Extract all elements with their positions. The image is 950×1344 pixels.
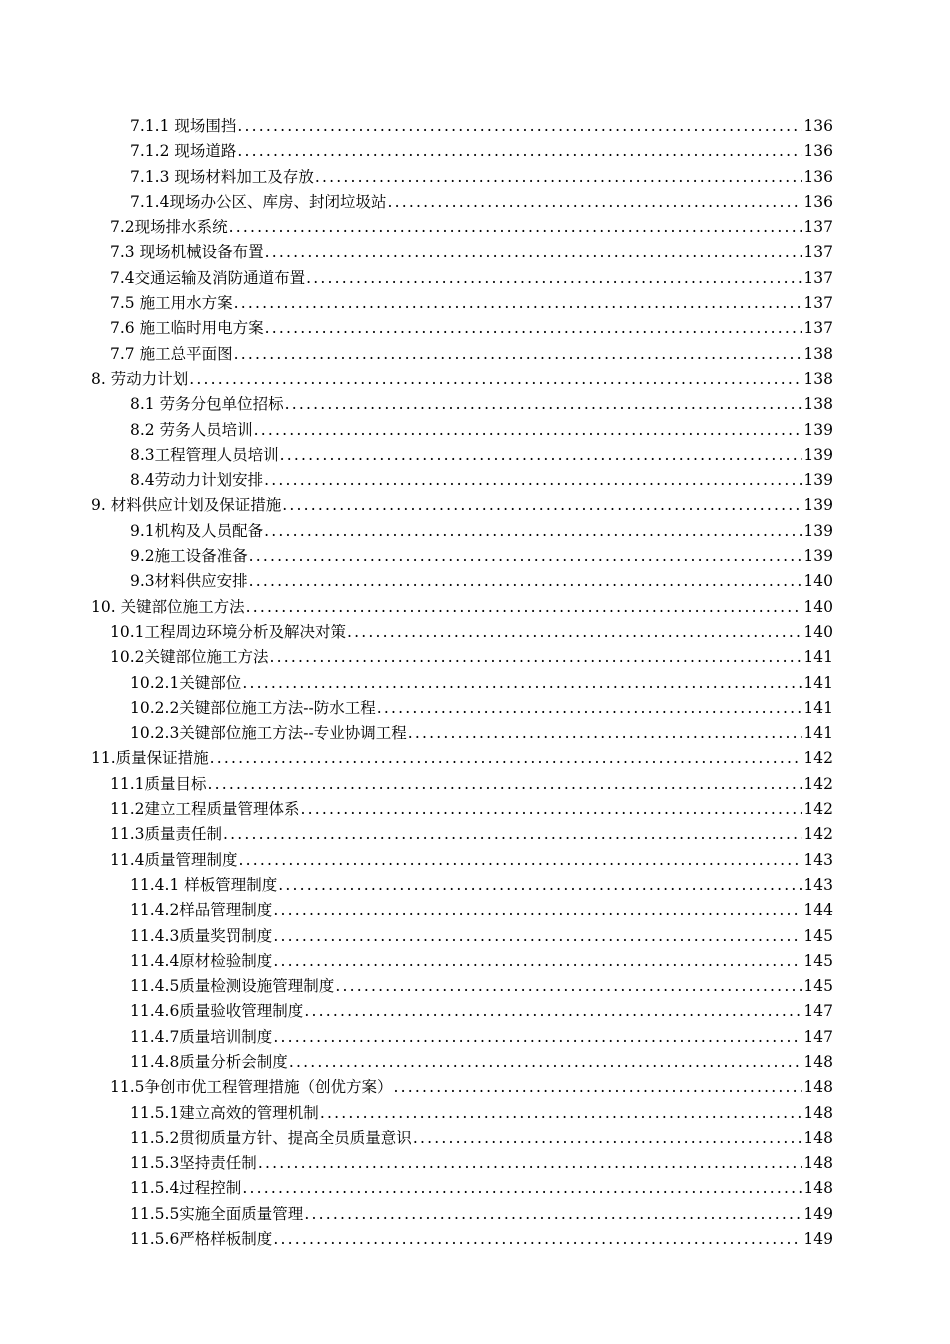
toc-dot-leader: [265, 240, 803, 265]
toc-entry[interactable]: [0, 671, 950, 696]
toc-entry-page-number: 140: [803, 622, 833, 641]
toc-entry-title: 7.1.4现场办公区、库房、封闭垃圾站: [130, 192, 387, 211]
toc-entry-title: 10.2.1关键部位: [130, 673, 242, 692]
toc-entry[interactable]: [0, 1151, 950, 1176]
toc-entry[interactable]: [0, 418, 950, 443]
toc-entry-title: 9. 材料供应计划及保证措施: [91, 496, 282, 515]
toc-entry-title: 11.4质量管理制度: [110, 850, 238, 869]
toc-entry[interactable]: [0, 493, 950, 518]
toc-entry[interactable]: [0, 797, 950, 822]
toc-entry[interactable]: [0, 1075, 950, 1100]
toc-entry-page-number: 139: [803, 547, 833, 566]
toc-dot-leader: [265, 316, 803, 341]
toc-entry-title: 7.1.2 现场道路: [130, 142, 237, 161]
toc-dot-leader: [189, 367, 802, 392]
toc-entry-page-number: 142: [803, 749, 833, 768]
toc-dot-leader: [234, 291, 803, 316]
toc-dot-leader: [408, 721, 803, 746]
toc-dot-leader: [273, 949, 802, 974]
toc-entry-page-number: 148: [803, 1128, 833, 1147]
toc-entry-page-number: 145: [803, 977, 833, 996]
toc-dot-leader: [264, 519, 802, 544]
toc-entry[interactable]: [0, 443, 950, 468]
toc-entry-title: 11.4.1 样板管理制度: [130, 875, 278, 894]
toc-dot-leader: [282, 493, 802, 518]
toc-entry-page-number: 137: [803, 268, 833, 287]
toc-dot-leader: [320, 1101, 803, 1126]
toc-dot-leader: [258, 1151, 803, 1176]
toc-entry[interactable]: [0, 1101, 950, 1126]
toc-dot-leader: [289, 1050, 803, 1075]
toc-entry[interactable]: [0, 822, 950, 847]
toc-entry-page-number: 138: [803, 369, 833, 388]
toc-dot-leader: [280, 443, 803, 468]
toc-dot-leader: [413, 1126, 803, 1151]
toc-entry-title: 7.2现场排水系统: [110, 218, 228, 237]
toc-entry-page-number: 139: [803, 496, 833, 515]
toc-dot-leader: [273, 898, 802, 923]
toc-entry-title: 11.1质量目标: [110, 774, 207, 793]
toc-entry-title: 11.4.5质量检测设施管理制度: [130, 977, 335, 996]
toc-entry[interactable]: [0, 519, 950, 544]
toc-entry-page-number: 143: [803, 875, 833, 894]
toc-entry[interactable]: [0, 645, 950, 670]
toc-entry-title: 11.2建立工程质量管理体系: [110, 800, 300, 819]
toc-entry[interactable]: [0, 620, 950, 645]
toc-entry[interactable]: [0, 595, 950, 620]
toc-entry-page-number: 145: [803, 926, 833, 945]
toc-dot-leader: [239, 848, 803, 873]
toc-entry-title: 11.5.5实施全面质量管理: [130, 1204, 304, 1223]
toc-entry[interactable]: [0, 696, 950, 721]
toc-dot-leader: [304, 999, 802, 1024]
toc-entry-title: 11.4.3质量奖罚制度: [130, 926, 273, 945]
toc-entry-page-number: 147: [803, 1027, 833, 1046]
toc-entry-page-number: 142: [803, 825, 833, 844]
toc-dot-leader: [273, 1227, 802, 1252]
toc-entry-title: 7.6 施工临时用电方案: [110, 319, 264, 338]
toc-entry-title: 11.5争创市优工程管理措施（创优方案）: [110, 1078, 393, 1097]
toc-entry-title: 8.4劳动力计划安排: [130, 471, 264, 490]
toc-dot-leader: [285, 392, 803, 417]
toc-entry-title: 10.1工程周边环境分析及解决对策: [110, 622, 347, 641]
table-of-contents: [0, 114, 950, 1252]
toc-entry-page-number: 139: [803, 445, 833, 464]
toc-entry-page-number: 137: [803, 218, 833, 237]
toc-entry[interactable]: [0, 468, 950, 493]
toc-entry-title: 11.5.4过程控制: [130, 1179, 242, 1198]
toc-entry-page-number: 136: [803, 117, 833, 135]
toc-dot-leader: [301, 797, 803, 822]
toc-entry-title: 10.2关键部位施工方法: [110, 648, 269, 667]
toc-entry[interactable]: [0, 999, 950, 1024]
toc-entry[interactable]: [0, 1227, 950, 1252]
toc-entry-title: 11.质量保证措施: [91, 749, 209, 768]
toc-dot-leader: [387, 190, 802, 215]
toc-entry-page-number: 141: [803, 698, 833, 717]
toc-entry[interactable]: [0, 291, 950, 316]
toc-entry-title: 8. 劳动力计划: [91, 369, 189, 388]
toc-entry[interactable]: [0, 898, 950, 923]
toc-entry-title: 11.5.1建立高效的管理机制: [130, 1103, 319, 1122]
toc-dot-leader: [347, 620, 802, 645]
toc-entry-title: 11.4.8质量分析会制度: [130, 1052, 288, 1071]
toc-dot-leader: [254, 418, 803, 443]
toc-dot-leader: [237, 114, 802, 139]
toc-entry-page-number: 147: [803, 1002, 833, 1021]
toc-dot-leader: [249, 544, 803, 569]
toc-entry-page-number: 148: [803, 1179, 833, 1198]
toc-entry-title: 7.3 现场机械设备布置: [110, 243, 264, 262]
toc-entry-title: 7.5 施工用水方案: [110, 294, 233, 313]
toc-dot-leader: [237, 139, 802, 164]
toc-entry[interactable]: [0, 1025, 950, 1050]
toc-dot-leader: [304, 1202, 802, 1227]
toc-entry-title: 11.4.7质量培训制度: [130, 1027, 273, 1046]
toc-entry-page-number: 136: [803, 192, 833, 211]
toc-entry[interactable]: [0, 974, 950, 999]
toc-entry[interactable]: [0, 1202, 950, 1227]
toc-entry[interactable]: [0, 342, 950, 367]
toc-entry-page-number: 138: [803, 395, 833, 414]
toc-dot-leader: [273, 924, 802, 949]
toc-entry-title: 11.4.2样品管理制度: [130, 901, 273, 920]
toc-dot-leader: [242, 671, 802, 696]
toc-entry[interactable]: [0, 114, 950, 139]
toc-entry-page-number: 139: [803, 420, 833, 439]
toc-dot-leader: [249, 569, 803, 594]
toc-dot-leader: [242, 1176, 802, 1201]
toc-dot-leader: [335, 974, 802, 999]
toc-entry-page-number: 148: [803, 1103, 833, 1122]
toc-entry-page-number: 142: [803, 774, 833, 793]
toc-dot-leader: [306, 266, 802, 291]
toc-entry[interactable]: [0, 569, 950, 594]
toc-entry[interactable]: [0, 215, 950, 240]
toc-entry-page-number: 142: [803, 800, 833, 819]
toc-entry-page-number: 137: [803, 319, 833, 338]
toc-entry-page-number: 137: [803, 243, 833, 262]
toc-entry-title: 7.1.1 现场围挡: [130, 117, 237, 135]
toc-entry-page-number: 148: [803, 1052, 833, 1071]
toc-entry-page-number: 148: [803, 1078, 833, 1097]
toc-dot-leader: [208, 772, 803, 797]
toc-entry-title: 11.3质量责任制: [110, 825, 223, 844]
toc-entry[interactable]: [0, 392, 950, 417]
toc-entry-title: 11.4.4原材检验制度: [130, 951, 273, 970]
toc-entry-title: 11.5.2贯彻质量方针、提高全员质量意识: [130, 1128, 412, 1147]
toc-entry-title: 8.3工程管理人员培训: [130, 445, 279, 464]
toc-entry[interactable]: [0, 266, 950, 291]
toc-entry[interactable]: [0, 367, 950, 392]
toc-entry-page-number: 136: [803, 142, 833, 161]
toc-dot-leader: [394, 1075, 803, 1100]
toc-entry-title: 8.1 劳务分包单位招标: [130, 395, 284, 414]
toc-entry-title: 7.1.3 现场材料加工及存放: [130, 167, 314, 186]
toc-entry[interactable]: [0, 544, 950, 569]
toc-entry[interactable]: [0, 848, 950, 873]
toc-entry[interactable]: [0, 316, 950, 341]
toc-entry-title: 9.3材料供应安排: [130, 572, 248, 591]
toc-entry-title: 10.2.3关键部位施工方法--专业协调工程: [130, 724, 407, 743]
toc-entry-page-number: 144: [803, 901, 833, 920]
toc-entry[interactable]: [0, 1176, 950, 1201]
toc-entry-title: 9.1机构及人员配备: [130, 521, 264, 540]
toc-dot-leader: [264, 468, 802, 493]
toc-entry-title: 9.2施工设备准备: [130, 547, 248, 566]
toc-entry-page-number: 137: [803, 294, 833, 313]
toc-entry-page-number: 138: [803, 344, 833, 363]
toc-entry[interactable]: [0, 139, 950, 164]
toc-dot-leader: [223, 822, 802, 847]
toc-dot-leader: [229, 215, 803, 240]
toc-entry-page-number: 136: [803, 167, 833, 186]
toc-entry-page-number: 139: [803, 471, 833, 490]
toc-entry[interactable]: [0, 746, 950, 771]
toc-entry[interactable]: [0, 772, 950, 797]
toc-entry-page-number: 141: [803, 648, 833, 667]
toc-dot-leader: [377, 696, 803, 721]
toc-entry[interactable]: [0, 1126, 950, 1151]
toc-dot-leader: [246, 595, 803, 620]
toc-entry[interactable]: [0, 165, 950, 190]
toc-dot-leader: [234, 342, 803, 367]
toc-entry[interactable]: [0, 873, 950, 898]
toc-entry[interactable]: [0, 949, 950, 974]
toc-entry-page-number: 143: [803, 850, 833, 869]
toc-entry[interactable]: [0, 1050, 950, 1075]
toc-entry-page-number: 140: [803, 597, 833, 616]
toc-dot-leader: [273, 1025, 802, 1050]
toc-entry-title: 11.5.6严格样板制度: [130, 1230, 273, 1249]
toc-entry-page-number: 149: [803, 1230, 833, 1249]
toc-entry[interactable]: [0, 240, 950, 265]
toc-dot-leader: [210, 746, 803, 771]
toc-entry[interactable]: [0, 190, 950, 215]
toc-entry-title: 7.4交通运输及消防通道布置: [110, 268, 306, 287]
toc-entry-page-number: 149: [803, 1204, 833, 1223]
toc-dot-leader: [315, 165, 803, 190]
toc-dot-leader: [270, 645, 803, 670]
toc-entry-title: 11.5.3坚持责任制: [130, 1154, 257, 1173]
toc-entry-title: 10.2.2关键部位施工方法--防水工程: [130, 698, 376, 717]
toc-entry-page-number: 139: [803, 521, 833, 540]
toc-entry-title: 7.7 施工总平面图: [110, 344, 233, 363]
toc-entry-page-number: 141: [803, 673, 833, 692]
toc-entry-page-number: 145: [803, 951, 833, 970]
toc-entry-page-number: 141: [803, 724, 833, 743]
toc-entry-title: 10. 关键部位施工方法: [91, 597, 245, 616]
toc-entry[interactable]: [0, 721, 950, 746]
toc-dot-leader: [278, 873, 802, 898]
toc-entry-page-number: 140: [803, 572, 833, 591]
toc-entry-page-number: 148: [803, 1154, 833, 1173]
toc-entry-title: 11.4.6质量验收管理制度: [130, 1002, 304, 1021]
toc-entry-title: 8.2 劳务人员培训: [130, 420, 253, 439]
toc-entry[interactable]: [0, 924, 950, 949]
